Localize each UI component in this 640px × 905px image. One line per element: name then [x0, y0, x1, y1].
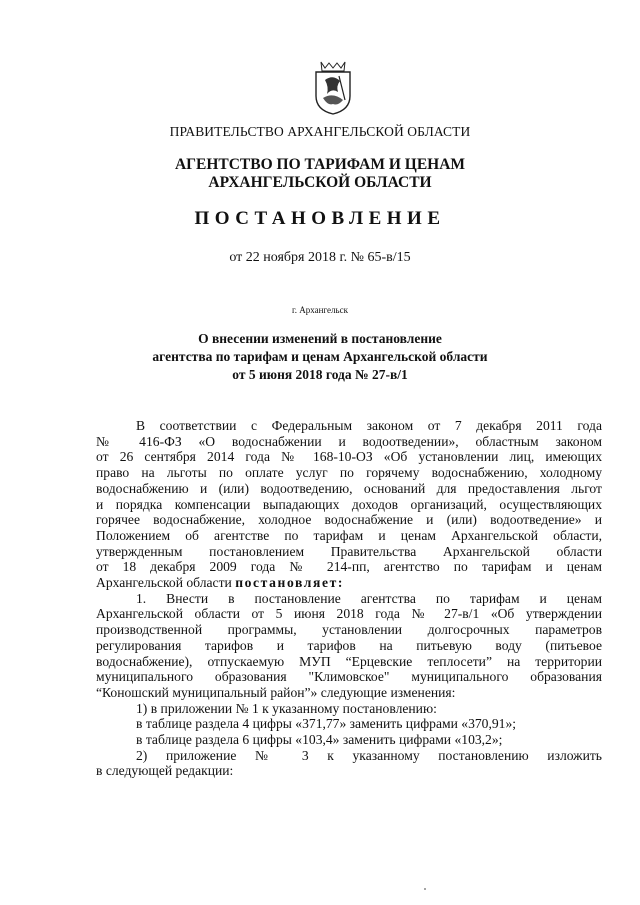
body-line: регулирования тарифов и тарифов на питьевую воду (питьевое	[96, 637, 602, 653]
body-line: “Коношский муниципальный район”» следующие изменения:	[96, 684, 456, 700]
body-line: 1) в приложении № 1 к указанному постановлению:	[136, 700, 437, 716]
body-line: водоснабжение), отпускаемую МУП “Ерцевские теплосети” на территории	[96, 653, 602, 669]
body-line: муниципального образования "Климовское" муниципального образования	[96, 669, 602, 685]
government-name: ПРАВИТЕЛЬСТВО АРХАНГЕЛЬСКОЙ ОБЛАСТИ	[169, 124, 471, 139]
agency-name	[0, 156, 640, 192]
subject-line: О внесении изменений в постановление	[198, 331, 442, 346]
body-line: горячее водоснабжение, холодное водоснабжение и (или) водоотведение» и	[96, 512, 602, 528]
document-type-title: ПОСТАНОВЛЕНИЕ	[194, 208, 446, 229]
coat-of-arms-emblem	[313, 58, 353, 116]
resolution-keyword: постановляет:	[235, 575, 344, 591]
body-line: в таблице раздела 6 цифры «103,4» заменить цифрами «103,2»;	[136, 732, 503, 748]
body-line: Архангельской области от 5 июня 2018 года № 27-в/1 «Об утверждении	[96, 606, 602, 622]
body-line: в таблице раздела 4 цифры «371,77» заменить цифрами «370,91»;	[136, 716, 517, 732]
body-line: В соответствии с Федеральным законом от 7 декабря 2011 года	[136, 418, 602, 433]
body-line: водоснабжению и (или) водоотведению, оснований для предоставления льгот	[96, 480, 602, 496]
body-line: от 18 декабря 2009 года № 214-пп, агентство по тарифам и ценам	[96, 559, 602, 575]
subject-line: от 5 июня 2018 года № 27-в/1	[232, 367, 408, 382]
date-and-number: от 22 ноября 2018 г. № 65-в/15	[229, 250, 411, 265]
body-text: Архангельской области	[96, 575, 236, 591]
agency-name-line: АГЕНТСТВО ПО ТАРИФАМ И ЦЕНАМ	[174, 156, 466, 173]
subject-line: агентства по тарифам и ценам Архангельской области	[152, 349, 488, 364]
body-line: от 26 сентября 2014 года № 168-10-ОЗ «Об установлении лиц, имеющих	[96, 449, 602, 465]
body-line: производственной программы, установлении долгосрочных параметров	[96, 622, 602, 638]
body-line: 2) приложение № 3 к указанному постановлению изложить	[136, 747, 602, 763]
body-line: и порядка компенсации выпадающих доходов организаций, осуществляющих	[96, 496, 602, 512]
body-line: № 416-ФЗ «О водоснабжении и водоотведении», областным законом	[96, 433, 602, 449]
scan-speck	[424, 888, 426, 890]
body-line: в следующей редакции:	[96, 763, 234, 779]
body-line	[96, 575, 602, 591]
body-line: Положением об агентстве по тарифам и ценам Архангельской области,	[96, 527, 602, 543]
body-line: 1. Внести в постановление агентства по тарифам и ценам	[136, 590, 602, 606]
city-name: г. Архангельск	[292, 305, 348, 315]
body-line: право на льготы по оплате услуг по горячему водоснабжению, холодному	[96, 465, 602, 481]
body-line: утвержденным постановлением Правительства Архангельской области	[96, 543, 602, 559]
agency-name-line: АРХАНГЕЛЬСКОЙ ОБЛАСТИ	[208, 174, 432, 191]
document-body	[96, 418, 602, 779]
document-subject	[0, 330, 640, 384]
